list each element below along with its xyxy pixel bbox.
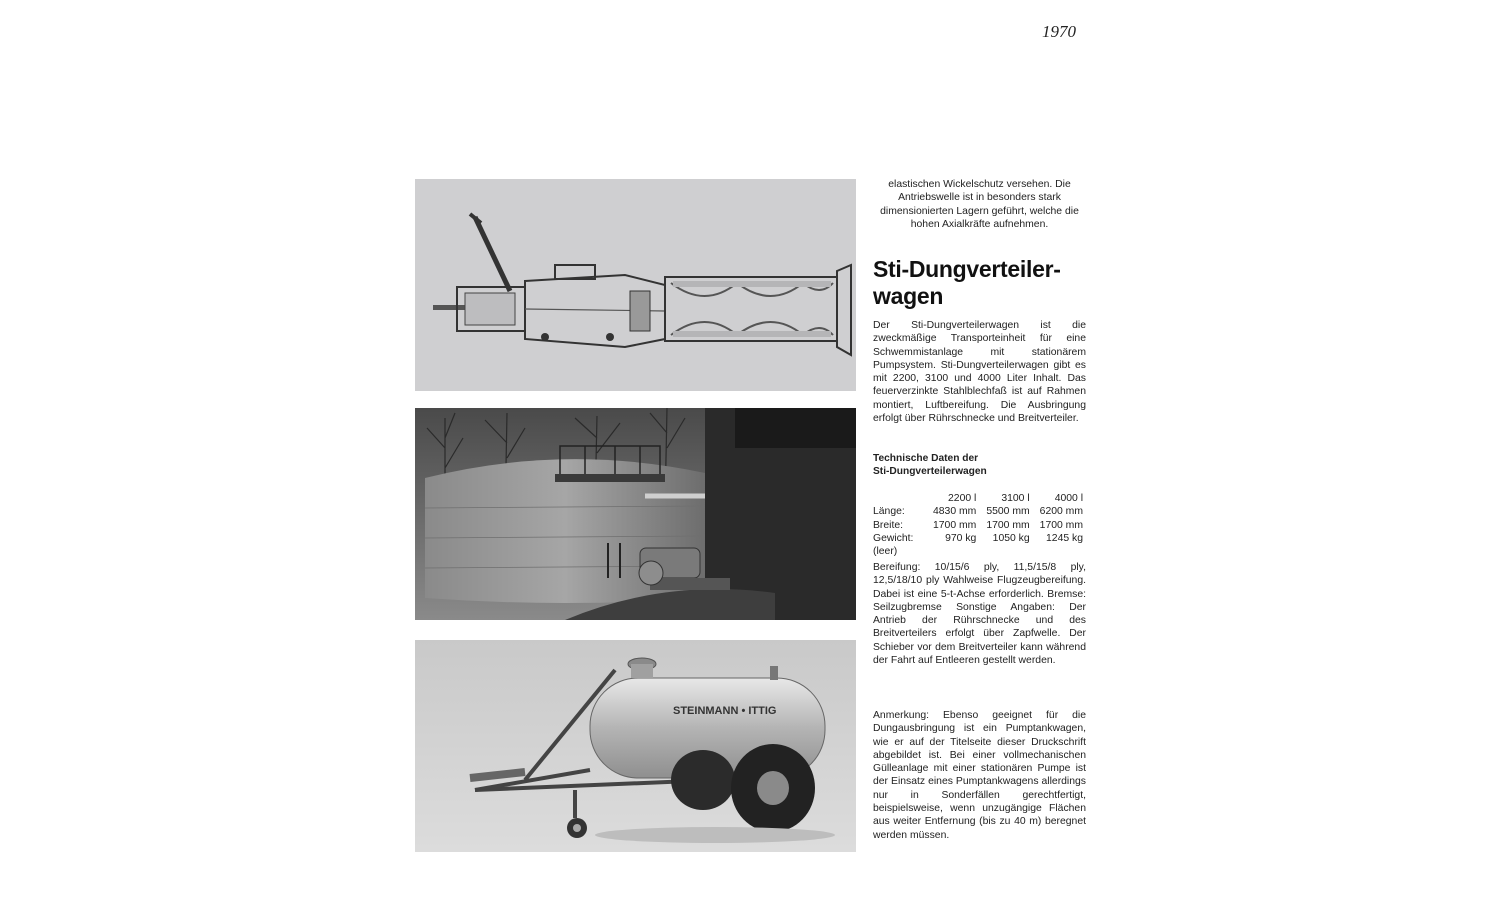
specs-row	[873, 519, 1089, 532]
specs-header-row	[873, 492, 1089, 505]
intro-paragraph: elastischen Wickelschutz versehen. Die Antriebswelle ist in besonders stark dimensionierten Lagern geführt, welche die hohen Axialkräfte aufnehmen.	[880, 179, 1079, 230]
pump-cross-section-drawing	[415, 179, 856, 391]
specs-label: Gewicht:	[873, 532, 914, 544]
note-paragraph: Anmerkung: Ebenso geeignet für die Dungausbringung ist ein Pumptankwagen, wie er auf der Titelseite dieser Druckschrift abgebildet ist. Bei einer vollmechanischen Gülleanlage mit einer stationären Pumpe ist der Einsatz eines Pumptankwagens allerdings nur in Sonderfällen gerechtfertigt, beispielsweise, wenn unzugängige Flächen aus weiter Entfernung (bis zu 40 m) beregnet werden müssen.	[873, 710, 1086, 841]
specs-header: 4000 l	[1054, 493, 1083, 504]
specs-row	[873, 532, 1089, 545]
specs-cell: 1700 mm	[986, 519, 1030, 531]
steinmann-tank-wagon-photo	[415, 640, 856, 852]
specs-label: Breite:	[873, 519, 904, 531]
description-paragraph: Der Sti-Dungverteilerwagen ist die zweckmäßige Transporteinheit für eine Schwemmistanlage mit stationärem Pumpsystem. Sti-Dungverteilerwagen gibt es mit 2200, 3100 und 4000 Liter Inhalt. Das feuerverzinkte Stahlblechfaß ist auf Rahmen montiert, Luftbereifung. Die Ausbringung erfolgt über Rührschnecke und Breitverteiler.	[873, 320, 1086, 425]
tank-lettering: STEINMANN • ITTIG	[673, 705, 777, 717]
page-year: 1970	[1042, 22, 1076, 41]
specs-weight-note: (leer)	[873, 546, 898, 558]
tech-title-line-1: Technische Daten der	[873, 453, 979, 464]
specs-header: 3100 l	[1001, 493, 1030, 504]
tech-data-title	[873, 452, 1086, 479]
specs-cell: 1700 mm	[1039, 519, 1083, 531]
heading-line-1: Sti-Dungverteiler-	[873, 256, 1061, 282]
specs-table	[873, 492, 1089, 558]
section-heading	[873, 256, 1103, 310]
heading-line-2: wagen	[873, 283, 944, 309]
specs-cell: 1245 kg	[1046, 532, 1083, 544]
specs-cell: 6200 mm	[1039, 506, 1083, 518]
specs-cell: 4830 mm	[933, 506, 977, 518]
specs-header: 2200 l	[948, 493, 977, 504]
specs-row	[873, 505, 1089, 518]
extra-specs-paragraph: Bereifung: 10/15/6 ply, 11,5/15/8 ply, 12,5/18/10 ply Wahlweise Flugzeugbereifung. Dabei ist eine 5-t-Achse erforderlich. Bremse: Seilzugbremse Sonstige Angaben: Der Antrieb der Rührschnecke und des Breitverteilers erfolgt über Zapfwelle. Der Schieber vor dem Breitverteiler kann während der Fahrt auf Entleeren gestellt werden.	[873, 562, 1086, 667]
specs-note-row	[873, 545, 1089, 558]
specs-cell: 1700 mm	[933, 519, 977, 531]
specs-label: Länge:	[873, 506, 905, 518]
specs-cell: 1050 kg	[992, 532, 1030, 544]
slurry-tank-with-pump-photo	[415, 408, 856, 620]
specs-cell: 970 kg	[945, 532, 977, 544]
specs-cell: 5500 mm	[986, 506, 1030, 518]
tech-title-line-2: Sti-Dungverteilerwagen	[873, 466, 987, 478]
